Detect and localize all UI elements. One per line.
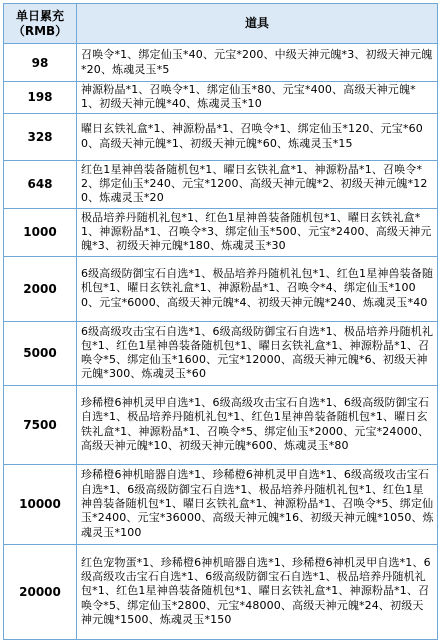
table-row [4,321,438,385]
items-cell: 珍稀橙6神机灵甲自选*1、6级高级攻击宝石自选*1、6级高级防御宝石自选*1、极品培养丹随机礼包*1、红色1星神兽装备随机包*1、曜日玄铁礼盒*1、神源粉晶*1、召唤令*5、绑定仙玉*2000、元宝*24000、高级天神元魄*10、初级天神元魄*600、炼魂灵玉*80 [77,385,438,464]
table-header-row [4,4,438,44]
recharge-amount-cell: 20000 [4,544,77,639]
table-row [4,544,438,639]
items-cell: 6级高级攻击宝石自选*1、6级高级防御宝石自选*1、极品培养丹随机礼包*1、红色1星神兽装备随机包*1、曜日玄铁礼盒*1、神源粉晶*1、召唤令*5、绑定仙玉*1600、元宝*12000、高级天神元魄*6、初级天神元魄*300、炼魂灵玉*60 [77,321,438,385]
items-cell: 神源粉晶*1、召唤令*1、绑定仙玉*80、元宝*400、高级天神元魄*1、初级天神元魄*40、炼魂灵玉*10 [77,82,438,114]
table-row [4,44,438,82]
table-row [4,208,438,256]
table-row [4,160,438,208]
header-recharge-amount-line1: 单日累充 [15,8,64,23]
items-cell: 召唤令*1、绑定仙玉*40、元宝*200、中级天神元魄*3、初级天神元魄*20、炼魂灵玉*5 [77,44,438,82]
header-items: 道具 [77,4,438,44]
table-row [4,113,438,160]
recharge-amount-cell: 328 [4,113,77,160]
table-row [4,385,438,464]
recharge-amount-cell: 98 [4,44,77,82]
header-recharge-amount [4,4,77,44]
recharge-amount-cell: 7500 [4,385,77,464]
recharge-amount-cell: 10000 [4,464,77,544]
reward-table-container [3,3,437,640]
items-cell: 珍稀橙6神机暗器自选*1、珍稀橙6神机灵甲自选*1、6级高级攻击宝石自选*1、6级高级防御宝石自选*1、极品培养丹随机礼包*1、红色1星神兽装备随机包*1、曜日玄铁礼盒*1、神源粉晶*1、召唤令*5、绑定仙玉*2400、元宝*36000、高级天神元魄*16、初级天神元魄*1050、炼魂灵玉*100 [77,464,438,544]
recharge-amount-cell: 648 [4,160,77,208]
items-cell: 6级高级防御宝石自选*1、极品培养丹随机礼包*1、红色1星神兽装备随机包*1、曜日玄铁礼盒*1、神源粉晶*1、召唤令*4、绑定仙玉*1000、元宝*6000、高级天神元魄*4、初级天神元魄*240、炼魂灵玉*40 [77,256,438,321]
items-cell: 极品培养丹随机礼包*1、红色1星神兽装备随机包*1、曜日玄铁礼盒*1、神源粉晶*1、召唤令*3、绑定仙玉*500、元宝*2400、高级天神元魄*3、初级天神元魄*180、炼魂灵玉*30 [77,208,438,256]
recharge-amount-cell: 5000 [4,321,77,385]
header-recharge-amount-line2: （RMB） [12,23,68,38]
table-row [4,464,438,544]
items-cell: 红色1星神兽装备随机包*1、曜日玄铁礼盒*1、神源粉晶*1、召唤令*2、绑定仙玉*240、元宝*1200、高级天神元魄*2、初级天神元魄*120、炼魂灵玉*20 [77,160,438,208]
daily-recharge-reward-table [3,3,438,640]
items-cell: 曜日玄铁礼盒*1、神源粉晶*1、召唤令*1、绑定仙玉*120、元宝*600、高级天神元魄*1、初级天神元魄*60、炼魂灵玉*15 [77,113,438,160]
recharge-amount-cell: 1000 [4,208,77,256]
table-row [4,82,438,114]
items-cell: 红色宠物蛋*1、珍稀橙6神机暗器自选*1、珍稀橙6神机灵甲自选*1、6级高级攻击宝石自选*1、6级高级防御宝石自选*1、极品培养丹随机礼包*1、红色1星神兽装备随机包*1、曜日玄铁礼盒*1、神源粉晶*1、召唤令*5、绑定仙玉*2800、元宝*48000、高级天神元魄*24、初级天神元魄*1500、炼魂灵玉*150 [77,544,438,639]
table-row [4,256,438,321]
recharge-amount-cell: 2000 [4,256,77,321]
recharge-amount-cell: 198 [4,82,77,114]
